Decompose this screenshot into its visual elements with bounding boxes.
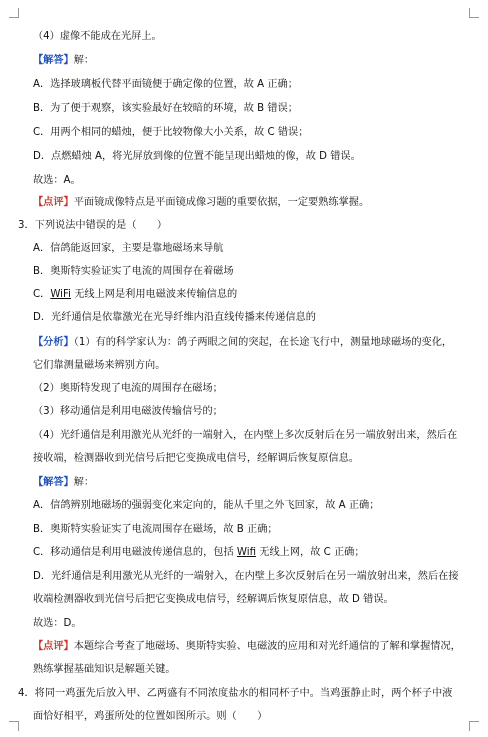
q3-answer-header xyxy=(33,477,474,490)
answer-option-d: D．点燃蜡烛 A，将光屏放到像的位置不能呈现出蜡烛的像，故 D 错误。 xyxy=(33,151,361,162)
q3-review-tag: 【点评】 xyxy=(33,641,74,652)
review-line xyxy=(33,197,474,210)
q3-analysis-1a xyxy=(33,337,474,350)
q3-option-c-wifi: WiFi xyxy=(50,289,71,300)
q3-answer-c xyxy=(33,547,474,560)
q3-answer-a: A．信鸽辨别地磁场的强弱变化来定向的，能从千里之外飞回家，故 A 正确； xyxy=(33,500,380,511)
review-text: 平面镜成像特点是平面镜成像习题的重要依据，一定要熟练掌握。 xyxy=(73,197,370,208)
q3-option-c-rest: 无线上网是利用电磁波来传输信息的 xyxy=(70,289,238,300)
q3-option-c-prefix: C． xyxy=(33,289,51,300)
q3-analysis-4b: 接收端，检测器收到光信号后把它变换成电信号，经解调后恢复原信息。 xyxy=(33,453,359,464)
q3-answer-b: B．奥斯特实验证实了电流周围存在磁场，故 B 正确； xyxy=(33,524,278,535)
crop-mark-bottom-left xyxy=(9,721,19,731)
question-3-stem: 3．下列说法中错误的是（ ） xyxy=(18,220,168,231)
q3-option-d: D．光纤通信是依靠激光在光导纤维内沿直线传播来传递信息的 xyxy=(33,312,316,323)
q3-answer-d1: D．光纤通信是利用激光从光纤的一端射入，在内壁上多次反射后在另一端放射出来，然后在接 xyxy=(33,571,459,582)
crop-mark-top-left xyxy=(9,8,19,18)
q3-analysis-3: （3）移动通信是利用电磁波传输信号的； xyxy=(33,406,223,417)
q3-answer-c-prefix: C．移动通信是利用电磁波传递信息的，包括 xyxy=(33,547,237,558)
answer-header xyxy=(33,55,474,68)
answer-option-c: C．用两个相同的蜡烛，便于比较物像大小关系，故 C 错误； xyxy=(33,127,309,138)
q3-analysis-4a: （4）光纤通信是利用激光从光纤的一端射入，在内壁上多次反射后在另一端放射出来，然后在 xyxy=(33,430,458,441)
q3-option-c xyxy=(33,289,474,302)
q3-review-2: 熟练掌握基础知识是解题关键。 xyxy=(33,664,176,675)
analysis-tag: 【分析】 xyxy=(33,337,74,348)
q3-option-a: A．信鸽能返回家，主要是靠地磁场来导航 xyxy=(33,243,224,254)
question-4-stem-1: 4．将同一鸡蛋先后放入甲、乙两盛有不同浓度盐水的相同杯子中。当鸡蛋静止时，两个杯子中液 xyxy=(18,688,453,699)
answer-option-b: B．为了便于观察，该实验最好在较暗的环境，故 B 错误； xyxy=(33,103,298,114)
review-tag: 【点评】 xyxy=(33,197,74,208)
q3-review-1 xyxy=(33,641,474,654)
crop-mark-top-right xyxy=(469,8,479,18)
q3-review-text-1: 本题综合考查了地磁场、奥斯特实验、电磁波的应用和对光纤通信的了解和掌握情况， xyxy=(73,641,461,652)
q3-answer-tag: 【解答】 xyxy=(33,477,74,488)
q3-answer-intro: 解： xyxy=(73,477,95,488)
q3-choice: 故选：D。 xyxy=(33,618,82,629)
q3-answer-c-rest: 无线上网，故 C 正确； xyxy=(256,547,365,558)
answer-choice: 故选：A。 xyxy=(33,175,81,186)
answer-option-a: A．选择玻璃板代替平面镜便于确定像的位置，故 A 正确； xyxy=(33,79,298,90)
q3-option-b: B．奥斯特实验证实了电流的周围存在着磁场 xyxy=(33,266,234,277)
q3-answer-d2: 收端检测器收到光信号后把它变换成电信号，经解调后恢复原信息，故 D 错误。 xyxy=(33,594,394,605)
answer-tag: 【解答】 xyxy=(33,55,74,66)
q3-analysis-2: （2）奥斯特发现了电流的周围存在磁场； xyxy=(33,383,223,394)
question-4-stem-2: 面恰好相平，鸡蛋所处的位置如图所示。则（ ） xyxy=(33,711,268,722)
analysis-line-4: （4）虚像不能成在光屏上。 xyxy=(33,31,162,42)
analysis-text-1a: （1）有的科学家认为：鸽子两眼之间的突起，在长途飞行中，测量地球磁场的变化， xyxy=(73,337,453,348)
q3-answer-c-wifi: Wifi xyxy=(236,547,257,558)
q3-analysis-1b: 它们靠测量磁场来辨别方向。 xyxy=(33,360,166,371)
answer-intro: 解： xyxy=(73,55,95,66)
